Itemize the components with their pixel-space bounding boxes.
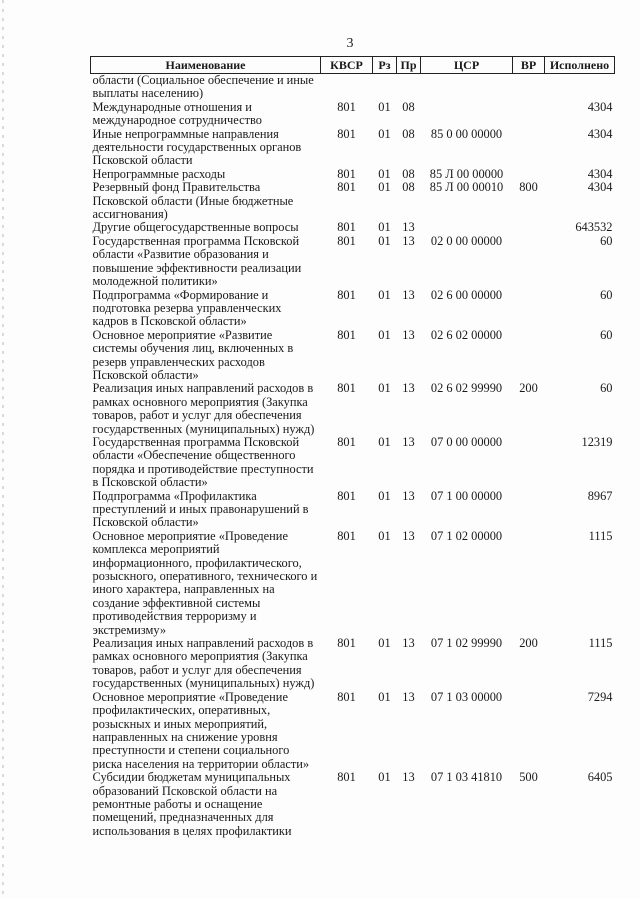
row-kvsr: 801 <box>337 770 356 785</box>
row-csr <box>421 221 513 234</box>
row-pr: 13 <box>402 220 415 235</box>
table-row <box>91 221 615 234</box>
row-kvsr: 801 <box>337 99 356 114</box>
row-done: 8967 <box>587 488 613 503</box>
row-pr: 13 <box>402 488 415 503</box>
row-csr: 85 Л 00 00010 <box>429 180 504 195</box>
row-name: Основное мероприятие «Проведение комплекса мероприятий информационного, профилактического, розыскного, оперативного, технического и иного характера, направленных на создание эффективной системы противодействия терроризму и экстремизму» <box>92 528 318 637</box>
table-row <box>91 168 615 181</box>
row-done: 60 <box>600 327 613 342</box>
row-kvsr: 801 <box>337 636 356 651</box>
row-pr: 13 <box>402 327 415 342</box>
row-name: Подпрограмма «Профилактика преступлений и иных правонарушений в Псковской области» <box>92 488 309 530</box>
row-done: 4304 <box>587 126 613 141</box>
row-kvsr: 801 <box>337 180 356 195</box>
row-kvsr: 801 <box>337 689 356 704</box>
row-rz: 01 <box>378 770 391 785</box>
row-vr <box>513 168 545 181</box>
row-rz: 01 <box>378 126 391 141</box>
row-pr: 13 <box>402 689 415 704</box>
row-done: 12319 <box>581 434 613 449</box>
row-csr: 85 Л 00 00000 <box>429 166 504 181</box>
row-rz: 01 <box>378 180 391 195</box>
row-kvsr: 801 <box>337 488 356 503</box>
row-vr <box>513 490 545 530</box>
row-csr: 07 0 00 00000 <box>430 434 503 449</box>
row-vr <box>513 235 545 289</box>
table-row <box>91 235 615 289</box>
row-vr <box>513 101 545 128</box>
row-csr <box>421 74 513 101</box>
row-vr <box>513 74 545 101</box>
row-rz: 01 <box>378 528 391 543</box>
table-row <box>91 637 615 691</box>
row-rz: 01 <box>378 287 391 302</box>
row-done: 6405 <box>587 770 613 785</box>
row-name: Субсидии бюджетам муниципальных образований Псковской области на ремонтные работы и оснащение помещений, предназначенных для использования в целях профилактики <box>92 770 292 838</box>
row-pr: 08 <box>402 180 415 195</box>
row-name: Государственная программа Псковской области «Обеспечение общественного порядка и противодействие преступности в Псковской области» <box>92 434 314 490</box>
row-vr: 800 <box>519 180 538 195</box>
row-rz: 01 <box>378 488 391 503</box>
row-name: Реализация иных направлений расходов в рамках основного мероприятия (Закупка товаров, работ и услуг для обеспечения государственных (муниципальных) нужд) <box>92 381 315 436</box>
budget-table <box>90 56 615 838</box>
row-kvsr: 801 <box>337 126 356 141</box>
row-csr: 07 1 02 00000 <box>430 528 503 543</box>
row-rz: 01 <box>378 689 391 704</box>
row-csr: 02 0 00 00000 <box>430 233 503 248</box>
row-kvsr: 801 <box>337 528 356 543</box>
row-name: Основное мероприятие «Проведение профилактических, оперативных, розыскных и иных мероприятий, направленных на снижение уровня преступности и степени социального риска населения на территории области» <box>92 689 310 771</box>
table-row <box>91 771 615 838</box>
table-row <box>91 128 615 168</box>
row-name: области (Социальное обеспечение и иные выплаты населению) <box>92 73 314 101</box>
row-name: Международные отношения и международное сотрудничество <box>92 99 262 128</box>
row-name: Другие общегосударственные вопросы <box>92 220 299 235</box>
row-csr: 07 1 03 00000 <box>430 689 503 704</box>
row-kvsr: 801 <box>337 327 356 342</box>
row-csr: 02 6 00 00000 <box>430 287 503 302</box>
row-done <box>545 74 615 101</box>
row-name: Основное мероприятие «Развитие системы обучения лиц, включенных в резерв управленческих расходов Псковской области» <box>92 327 294 382</box>
row-pr: 13 <box>402 528 415 543</box>
header-rz: Рз <box>373 57 397 74</box>
table-row <box>91 289 615 329</box>
table-body <box>91 74 615 839</box>
row-done: 1115 <box>588 528 613 543</box>
row-rz <box>373 74 397 101</box>
row-done: 60 <box>600 381 613 396</box>
row-name: Резервный фонд Правительства Псковской области (Иные бюджетные ассигнования) <box>92 180 294 222</box>
row-done: 7294 <box>587 689 613 704</box>
row-kvsr: 801 <box>337 381 356 396</box>
row-rz: 01 <box>378 434 391 449</box>
scan-edge <box>2 0 4 899</box>
row-pr: 08 <box>402 99 415 114</box>
row-kvsr: 801 <box>337 220 356 235</box>
table-row <box>91 101 615 128</box>
row-vr <box>513 436 545 490</box>
row-kvsr: 801 <box>337 233 356 248</box>
row-pr: 13 <box>402 636 415 651</box>
row-rz: 01 <box>378 166 391 181</box>
row-vr <box>513 128 545 168</box>
row-pr: 13 <box>402 770 415 785</box>
header-done: Исполнено <box>545 57 615 74</box>
row-rz: 01 <box>378 381 391 396</box>
header-csr: ЦСР <box>421 57 513 74</box>
row-csr: 07 1 02 99990 <box>430 636 503 651</box>
row-csr: 02 6 02 99990 <box>430 381 503 396</box>
header-name: Наименование <box>91 57 321 74</box>
row-vr <box>513 221 545 234</box>
row-done: 643532 <box>575 220 613 235</box>
row-pr: 13 <box>402 233 415 248</box>
table-header-row <box>91 57 615 74</box>
header-vr: ВР <box>513 57 545 74</box>
row-vr: 200 <box>519 381 538 396</box>
row-pr: 08 <box>402 126 415 141</box>
row-pr: 13 <box>402 287 415 302</box>
row-done: 60 <box>600 233 613 248</box>
row-vr <box>513 329 545 383</box>
row-pr <box>397 74 421 101</box>
row-rz: 01 <box>378 99 391 114</box>
row-csr: 07 1 00 00000 <box>430 488 503 503</box>
row-pr: 13 <box>402 381 415 396</box>
row-rz: 01 <box>378 233 391 248</box>
row-name: Непрограммные расходы <box>92 166 226 181</box>
row-done: 4304 <box>587 99 613 114</box>
row-csr: 85 0 00 00000 <box>430 126 503 141</box>
row-csr <box>421 101 513 128</box>
table-row <box>91 181 615 221</box>
row-rz: 01 <box>378 636 391 651</box>
row-kvsr: 801 <box>337 166 356 181</box>
row-vr <box>513 530 545 637</box>
row-done: 60 <box>600 287 613 302</box>
table-row <box>91 74 615 101</box>
page-number: 3 <box>346 36 354 51</box>
row-pr: 13 <box>402 434 415 449</box>
row-vr <box>513 691 545 771</box>
table-row <box>91 382 615 436</box>
table-row <box>91 530 615 637</box>
row-name: Иные непрограммные направления деятельности государственных органов Псковской области <box>92 126 302 168</box>
row-vr: 500 <box>519 770 538 785</box>
row-kvsr <box>321 74 373 101</box>
table-row <box>91 691 615 771</box>
row-vr: 200 <box>519 636 538 651</box>
row-rz: 01 <box>378 220 391 235</box>
row-done: 4304 <box>587 180 613 195</box>
row-csr: 07 1 03 41810 <box>430 770 503 785</box>
row-kvsr: 801 <box>337 287 356 302</box>
row-done: 4304 <box>587 166 613 181</box>
row-name: Подпрограмма «Формирование и подготовка резерва управленческих кадров в Псковской области» <box>92 287 282 329</box>
row-name: Реализация иных направлений расходов в рамках основного мероприятия (Закупка товаров, работ и услуг для обеспечения государственных (муниципальных) нужд) <box>92 636 315 691</box>
header-kvsr: КВСР <box>321 57 373 74</box>
table-row <box>91 329 615 383</box>
row-name: Государственная программа Псковской области «Развитие образования и повышение эффективности реализации молодежной политики» <box>92 233 302 289</box>
row-csr: 02 6 02 00000 <box>430 327 503 342</box>
row-done: 1115 <box>588 636 613 651</box>
table-row <box>91 436 615 490</box>
row-pr: 08 <box>402 166 415 181</box>
header-pr: Пр <box>397 57 421 74</box>
table-row <box>91 490 615 530</box>
row-kvsr: 801 <box>337 434 356 449</box>
row-vr <box>513 289 545 329</box>
row-rz: 01 <box>378 327 391 342</box>
